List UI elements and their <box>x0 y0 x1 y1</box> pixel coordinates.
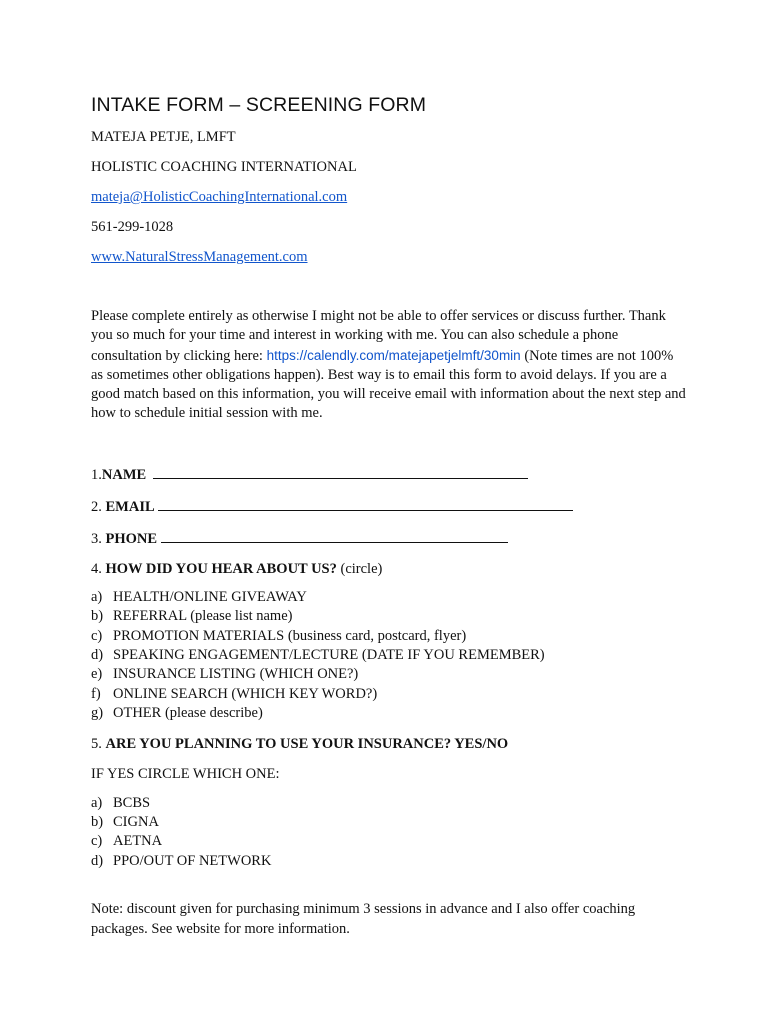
option-label: CIGNA <box>113 814 159 831</box>
question-4-number: 4. <box>91 560 102 577</box>
option-label: PPO/OUT OF NETWORK <box>113 852 272 869</box>
phone-field-row <box>91 528 691 549</box>
option-label: ONLINE SEARCH (WHICH KEY WORD?) <box>113 685 378 702</box>
name-field-number: 1. <box>91 466 102 483</box>
phone-field-label: PHONE <box>105 530 158 547</box>
form-page <box>91 92 691 939</box>
email-link[interactable]: mateja@HolisticCoachingInternational.com <box>91 189 348 205</box>
option-item[interactable] <box>91 704 691 723</box>
question-5-subtext: IF YES CIRCLE WHICH ONE: <box>91 765 280 782</box>
option-item[interactable] <box>91 607 691 626</box>
calendly-link[interactable]: https://calendly.com/matejapetjelmft/30min <box>266 347 521 363</box>
question-5-label: ARE YOU PLANNING TO USE YOUR INSURANCE? YES/NO <box>105 735 509 752</box>
name-blank-line[interactable] <box>153 464 528 479</box>
option-marker: a) <box>91 588 103 605</box>
website-link[interactable]: www.NaturalStressManagement.com <box>91 249 308 265</box>
question-4-options <box>91 588 691 724</box>
name-field-label: NAME <box>101 466 147 483</box>
question-4-note: (circle) <box>340 560 383 577</box>
intro-text-end: (Note times are not 100% as sometimes other obligations happen). Best way is to email this form to avoid delays. If you are a good match based on this information, you will receive email with information about the next step and how to schedule initial session with me. <box>91 347 686 422</box>
question-4 <box>91 560 691 579</box>
option-marker: d) <box>91 852 104 869</box>
option-label: INSURANCE LISTING (WHICH ONE?) <box>113 666 359 683</box>
option-marker: d) <box>91 647 104 663</box>
option-marker: c) <box>91 627 103 644</box>
option-label: REFERRAL (please list name) <box>113 608 293 625</box>
option-item[interactable] <box>91 665 691 684</box>
option-label: BCBS <box>113 794 151 811</box>
organization-name: HOLISTIC COACHING INTERNATIONAL <box>91 159 357 175</box>
form-title: INTAKE FORM – SCREENING FORM <box>91 94 427 116</box>
option-marker: a) <box>91 794 103 811</box>
question-4-label: HOW DID YOU HEAR ABOUT US? <box>105 560 337 577</box>
option-marker: c) <box>91 833 103 850</box>
option-item[interactable] <box>91 627 691 646</box>
option-item[interactable] <box>91 588 691 607</box>
email-blank-line[interactable] <box>158 496 573 511</box>
option-item[interactable] <box>91 794 691 813</box>
phone-blank-line[interactable] <box>161 528 508 543</box>
option-marker: f) <box>91 685 101 702</box>
footer-note: Note: discount given for purchasing minimum 3 sessions in advance and I also offer coaching packages. See website for more information. <box>91 901 636 937</box>
option-label: HEALTH/ONLINE GIVEAWAY <box>113 588 307 605</box>
option-label: PROMOTION MATERIALS (business card, postcard, flyer) <box>113 627 467 644</box>
option-item[interactable] <box>91 852 691 871</box>
email-field-row <box>91 496 691 517</box>
option-item[interactable] <box>91 813 691 832</box>
phone-number: 561-299-1028 <box>91 219 174 235</box>
email-field-number: 2. <box>91 498 102 515</box>
intro-text-start: Please complete entirely as otherwise I might not be able to offer services or discuss further. Thank you so much for your time and interest in working with me. You can also schedule a phone consultation by clicking here: <box>91 308 666 364</box>
option-marker: b) <box>91 814 104 831</box>
name-field-row <box>91 464 691 485</box>
question-5 <box>91 735 691 754</box>
question-5-options <box>91 794 691 872</box>
intro-paragraph <box>91 307 686 424</box>
option-label: OTHER (please describe) <box>113 705 263 722</box>
phone-field-number: 3. <box>91 530 102 547</box>
option-marker: b) <box>91 608 104 625</box>
option-marker: e) <box>91 666 103 683</box>
option-item[interactable] <box>91 832 691 851</box>
practitioner-name: MATEJA PETJE, LMFT <box>91 129 236 145</box>
option-label: AETNA <box>113 833 163 850</box>
option-item[interactable] <box>91 685 691 704</box>
email-field-label: EMAIL <box>105 498 155 515</box>
option-marker: g) <box>91 705 104 722</box>
option-item[interactable] <box>91 646 691 665</box>
option-label: SPEAKING ENGAGEMENT/LECTURE (DATE IF YOU REMEMBER) <box>113 647 545 663</box>
question-5-number: 5. <box>91 735 102 752</box>
